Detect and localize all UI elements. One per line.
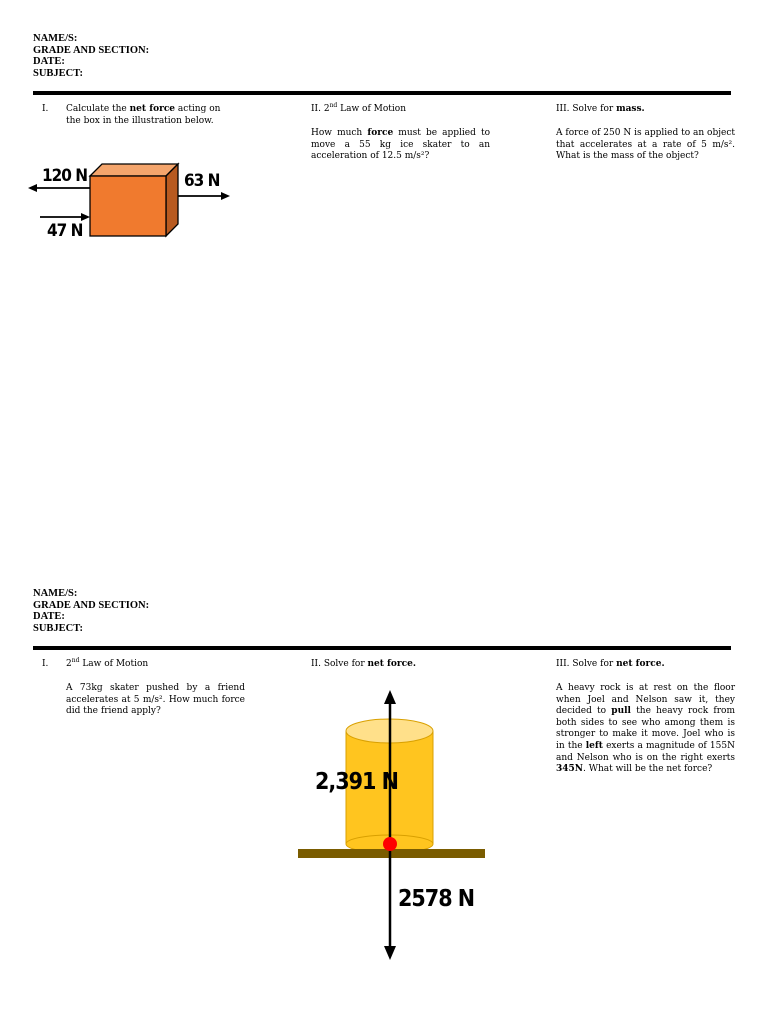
question-3-text: A force of 250 N is applied to an object that accelerates at a rate of 5 m/s². What is the mass of the object? — [556, 128, 735, 162]
question-1-text: A 73kg skater pushed by a friend accelerates at 5 m/s². How much force did the friend apply? — [66, 683, 245, 717]
up-arrow-head — [384, 690, 396, 704]
down-arrow-head — [384, 946, 396, 960]
question-2-text: How much force must be applied to move a 55 kg ice skater to an acceleration of 12.5 m/s²? — [311, 128, 490, 162]
question-2-title: II. 2nd Law of Motion — [311, 102, 407, 114]
date-label: DATE: — [33, 56, 65, 67]
subject-label: SUBJECT: — [33, 67, 83, 79]
question-number: I. — [42, 659, 49, 669]
force-label-120n: 120 N — [42, 166, 88, 186]
question-1-text: Calculate the net force acting on the box in the illustration below. — [66, 104, 221, 126]
force-label-up: 2,391 N — [315, 769, 398, 795]
force-label-63n: 63 N — [184, 171, 220, 191]
question-3-title: III. Solve for net force. — [556, 659, 665, 669]
subject-label: SUBJECT: — [33, 622, 83, 634]
question-2-title: II. Solve for net force. — [311, 659, 417, 669]
grade-section-label: GRADE AND SECTION: — [33, 44, 150, 56]
question-3-title: III. Solve for mass. — [556, 104, 645, 114]
grade-section-label: GRADE AND SECTION: — [33, 599, 150, 611]
name-label: NAME/S: — [33, 33, 78, 44]
contact-point — [383, 837, 397, 851]
question-1-title: 2nd Law of Motion — [66, 657, 149, 669]
question-number: I. — [42, 104, 49, 114]
force-label-47n: 47 N — [47, 221, 83, 241]
question-3-text: A heavy rock is at rest on the floor when Joel and Nelson saw it, they decided to pull the heavy rock from both sides to see who among them is stronger to make it move. Joel who is in the left exerts a magnitude of 155N and Nelson who is on the right exerts 345N. What will be the net force? — [556, 683, 735, 775]
name-label: NAME/S: — [33, 588, 78, 599]
force-label-down: 2578 N — [398, 886, 475, 912]
date-label: DATE: — [33, 611, 65, 622]
